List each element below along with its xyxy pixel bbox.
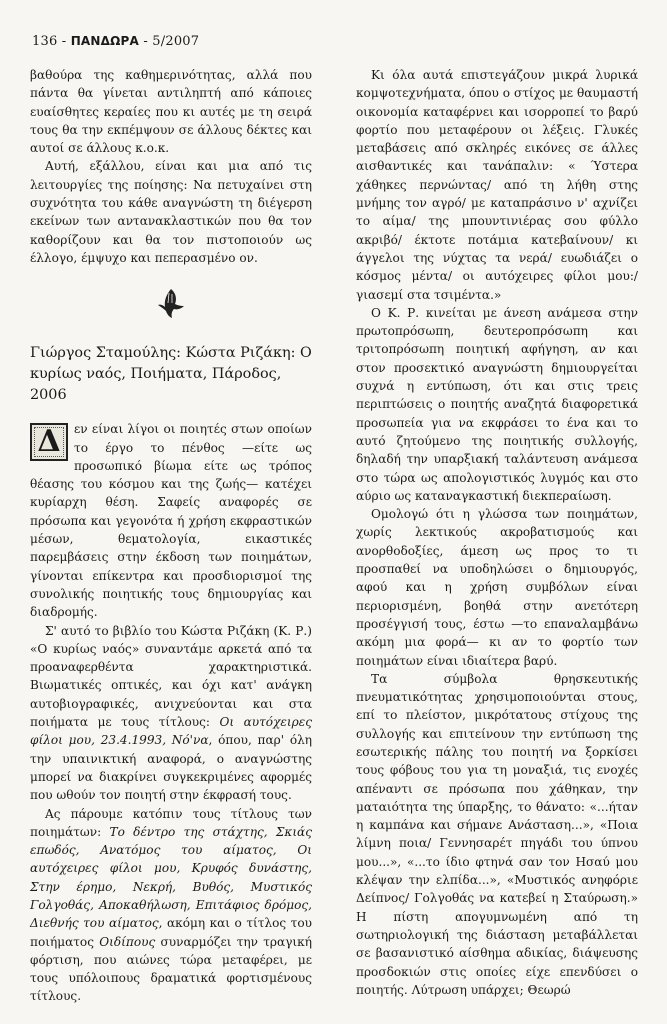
magazine-name: ΠΑΝΔΩΡΑ (70, 34, 140, 48)
paragraph: βαθούρα της καθημερινότητας, αλλά που πάντα θα γίνεται αντιληπτή από κάποιες ευαίσθητες κεραίες που κι αυτές με τη σειρά τους θα την εκπέμψουν σε άλλους δέκτες και αυτοί σε άλλους κ.ο.κ. (30, 68, 312, 156)
page-header: 136 - ΠΑΝΔΩΡΑ - 5/2007 (32, 34, 200, 49)
paragraph: Ας πάρουμε κατόπιν τους τίτλους των ποιημάτων: Το δέντρο της στάχτης, Σκιάς επωδός, Ανατόμος του αίματος, Οι αυτόχειρες φίλοι μου, Κρυφός δυνάστης, Στην έρημο, Νεκρή, Βυθός, Μυστικός Γολγοθάς, Αποκαθήλωση, Επιτάφιος δρόμος, Διεθνής του αίματος, ακόμη και ο τίτλος του ποιήματος Οιδίπους συναρμόζει την τραγική φόρτιση, που αιώνες τώρα μεταφέρει, με τους υπόλοιπους δραματικά φορτισμένους τίτλους. (30, 806, 312, 1004)
book-reference: Γιώργος Σταμούλης: Κώστα Ριζάκη: Ο κυρίως ναός, Ποιήματα, Πάροδος, 2006 (30, 345, 312, 404)
drop-cap: Δ (30, 423, 68, 461)
dove-ornament-icon (30, 287, 312, 321)
paragraph: Δ εν είναι λίγοι οι ποιητές στων οποίων το έργο το πένθος —είτε ως προσωπικό βίωμα είτε ως τρόπος θέασης του κόσμου και της ζωής— κατέχει κυρίαρχη θέση. Σαφείς αναφορές σε πρόσωπα και γεγονότα ή χρήση εκφραστικών μέσων, θεματολογία, εικαστικές παρεμβάσεις στην έκδοση των ποιημάτων, γίνονται επίκεντρα και προσδιορισμοί της συνολικής ποιητικής τους δημιουργίας και διαδρομής. (30, 422, 312, 620)
page-number: 136 (32, 34, 58, 49)
right-column (356, 66, 638, 999)
paragraph: Σ' αυτό το βιβλίο του Κώστα Ριζάκη (Κ. Ρ.) «Ο κυρίως ναός» συναντάμε αρκετά από τα προαναφερθέντα χαρακτηριστικά. Βιωματικές οπτικές, και όχι κατ' ανάγκη αυτοβιογραφικές, ανιχνεύονται και στα ποιήματα με τους τίτλους: Οι αυτόχειρες φίλοι μου, 23.4.1993, Νό'να, όπου, παρ' όλη την υπαινικτική αναφορά, ο αναγνώστης μπορεί να διακρίνει συγκεκριμένες αφορμές που ωθούν τον ποιητή στην έκφρασή τους. (30, 623, 313, 803)
paragraph: Τα σύμβολα θρησκευτικής πνευματικότητας χρησιμοποιούνται στους, επί το πλείστον, μικρότατους στίχους της συλλογής και επιτείνουν την εντύπωση της εσωτερικής πάλης του ποιητή να ξορκίσει τους φόβους του για τη μοναξιά, τις ενοχές απέναντι σε πρόσωπα που χάθηκαν, την ματαιότητα της ύπαρξης, το θάνατο: «...ήταν η καμπάνα και σήμανε Ανάσταση...», «Ποια λίμνη ποια/ Γεννησαρέτ πηγάδι του ύπνου μου...», «...το ίδιο φτηνά σαν τον Ησαύ μου κλέψαν την ελπίδα...», «Μυστικός ανηφόριε Δείπνος/ Γολγοθάς να κατεβεί η Σταύρωση.» Η πίστη απογυμνωμένη από τη σωτηριολογική της διάσταση μεταβάλλεται σε βασανιστικό αίσθημα αδικίας, διάψευσης προσδοκιών στις οποίες είχε επενδύσει ο ποιητής. Λύτρωση υπάρχει; Θεωρώ (356, 671, 638, 997)
paragraph: Αυτή, εξάλλου, είναι και μια από τις λειτουργίες της ποίησης: Να πετυχαίνει στη συχνότητα του κάθε αναγνώστη τη διέγερση εκείνων των αντανακλαστικών που θα τον καθορίζουν και θα τον πιστοποιούν ως έλλογο, έμψυχο και πεπερασμένο ον. (30, 159, 312, 265)
paragraph: Ο Κ. Ρ. κινείται με άνεση ανάμεσα στην πρωτοπρόσωπη, δευτεροπρόσωπη και τριτοπρόσωπη ποιητική αφήγηση, αν και στον προσεκτικό αναγνώστη δημιουργείται συχνά η εντύπωση, ότι και στις τρεις περιπτώσεις ο ποιητής αναζητά διαφορετικά προσωπεία για να εκφράσει το ένα και το αυτό ζητούμενο της ποιητικής συλλογής, δηλαδή την υπαρξιακή ταλάντευση ανάμεσα στο τώρα ως απολογιστικός λυγμός και στο αύριο ως καταναγκαστική διεκπεραίωση. (356, 305, 638, 503)
issue-number: 5/2007 (152, 34, 200, 49)
paragraph: Ομολογώ ότι η γλώσσα των ποιημάτων, χωρίς λεκτικούς ακροβατισμούς και ανορθοδοξίες, άμεση ως προς το τι προσπαθεί να υποδηλώσει ο δημιουργός, αφού και η χρήση συμβόλων είναι περιορισμένη, βοηθά στην ανετότερη προσέγγισή τους, έστω —το επαναλαμβάνω ακόμη μια φορά— κι αν το φορτίο των ποιημάτων είναι ιδιαίτερα βαρύ. (356, 507, 638, 668)
left-column (30, 66, 312, 1006)
paragraph: Κι όλα αυτά επιστεγάζουν μικρά λυρικά κομψοτεχνήματα, όπου ο στίχος με θαυμαστή οικονομία καταφέρνει και ισορροπεί το βαρύ φορτίο που μεταφέρουν οι λέξεις. Γλυκές μεταβάσεις από σκληρές εικόνες σε άλλες αισθαντικές και τανάπαλιν: « Ύστερα χάθηκες περνώντας/ από τη λήθη στης μνήμης τον αγρό/ με καταπράσινο ν' αχνίζει το αίμα/ της μπουντινιέρας σου φύλλο ακριβό/ έκτοτε ποτάμια κατεβαίνουν/ κι άγγελοι της νύχτας τα νερά/ ευωδιάζει ο κόσμος μέντα/ οι αυτόχειρες φίλοι μου:/ γιασεμί στα τσιμέντα.» (356, 68, 638, 302)
